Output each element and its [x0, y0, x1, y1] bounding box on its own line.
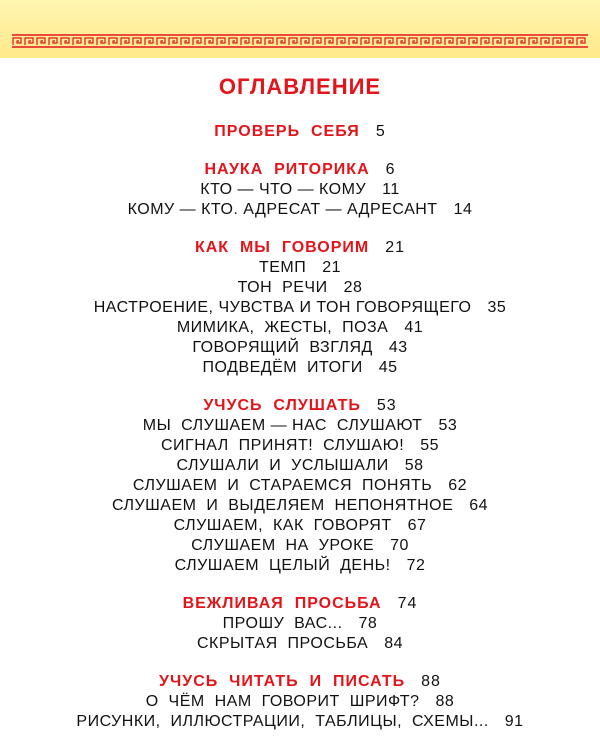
- toc-entry-title: КТО — ЧТО — КОМУ: [200, 181, 367, 198]
- toc-entry-page: 21: [322, 259, 342, 276]
- toc-entry[interactable]: [0, 318, 600, 338]
- toc-entry[interactable]: [0, 456, 600, 476]
- meander-unit: [241, 38, 249, 45]
- toc-entry[interactable]: [0, 496, 600, 516]
- section-heading-page: 5: [375, 123, 386, 140]
- meander-unit: [265, 38, 273, 45]
- toc-entry-page: 41: [404, 319, 424, 336]
- meander-unit: [517, 38, 525, 45]
- toc-entry[interactable]: [0, 516, 600, 536]
- toc-entry-title: ПОДВЕДЁМ ИТОГИ: [202, 359, 363, 376]
- meander-unit: [577, 38, 585, 45]
- toc-entry[interactable]: [0, 200, 600, 220]
- toc-entry-page: 43: [388, 339, 408, 356]
- meander-unit: [85, 38, 93, 45]
- toc-section: [0, 238, 600, 378]
- toc-entry-title: ПРОШУ ВАС...: [222, 615, 343, 632]
- toc-entry-page: 88: [435, 693, 455, 710]
- toc-entry-title: КОМУ — КТО. АДРЕСАТ — АДРЕСАНТ: [127, 201, 438, 218]
- toc-entry[interactable]: [0, 258, 600, 278]
- toc-section: [0, 672, 600, 732]
- toc-entry-title: СЛУШАЕМ И СТАРАЕМСЯ ПОНЯТЬ: [132, 477, 433, 494]
- section-heading-page: 88: [421, 673, 441, 690]
- toc-entry-page: 28: [343, 279, 363, 296]
- meander-unit: [217, 38, 225, 45]
- toc-section: [0, 160, 600, 220]
- meander-unit: [349, 38, 357, 45]
- toc-entry-page: 70: [390, 537, 409, 554]
- meander-unit: [373, 38, 381, 45]
- toc-title: ОГЛАВЛЕНИЕ: [218, 74, 382, 99]
- meander-unit: [445, 38, 453, 45]
- meander-unit: [133, 38, 141, 45]
- toc-entry[interactable]: [0, 692, 600, 712]
- meander-unit: [529, 38, 537, 45]
- section-heading-title: УЧУСЬ СЛУШАТЬ: [203, 397, 361, 414]
- toc-entry[interactable]: [0, 634, 600, 654]
- meander-unit: [97, 38, 105, 45]
- section-heading[interactable]: [0, 160, 600, 180]
- toc-entry-page: 55: [420, 437, 439, 454]
- section-heading-title: УЧУСЬ ЧИТАТЬ И ПИСАТЬ: [159, 673, 406, 690]
- toc-entry-title: СЛУШАЕМ ЦЕЛЫЙ ДЕНЬ!: [174, 557, 391, 574]
- meander-unit: [289, 38, 297, 45]
- meander-unit: [421, 38, 429, 45]
- toc-section: [0, 594, 600, 654]
- meander-unit: [37, 38, 45, 45]
- meander-unit: [157, 38, 165, 45]
- meander-unit: [121, 38, 129, 45]
- toc-entry-title: СКРЫТАЯ ПРОСЬБА: [196, 635, 369, 652]
- meander-unit: [193, 38, 201, 45]
- meander-unit: [553, 38, 561, 45]
- meander-unit: [181, 38, 189, 45]
- section-heading[interactable]: [0, 672, 600, 692]
- toc-entry-title: СЛУШАЕМ НА УРОКЕ: [191, 537, 375, 554]
- toc-entry-title: СЛУШАЕМ, КАК ГОВОРЯТ: [173, 517, 392, 534]
- toc-entry-page: 84: [384, 635, 403, 652]
- meander-unit: [457, 38, 465, 45]
- toc-entry[interactable]: [0, 614, 600, 634]
- toc-entry-title: МЫ СЛУШАЕМ — НАС СЛУШАЮТ: [142, 417, 423, 434]
- meander-unit: [277, 38, 285, 45]
- section-heading[interactable]: [0, 396, 600, 416]
- greek-key-border: [12, 34, 588, 48]
- toc-entry-page: 11: [382, 181, 400, 198]
- meander-unit: [205, 38, 213, 45]
- toc-entry-title: СЛУШАЛИ И УСЛЫШАЛИ: [176, 457, 389, 474]
- meander-unit: [253, 38, 261, 45]
- toc-entry-page: 45: [378, 359, 398, 376]
- meander-unit: [397, 38, 405, 45]
- section-heading-title: ВЕЖЛИВАЯ ПРОСЬБА: [182, 595, 382, 612]
- toc-entry[interactable]: [0, 180, 600, 200]
- meander-unit: [13, 38, 21, 45]
- toc-entry-title: СЛУШАЕМ И ВЫДЕЛЯЕМ НЕПОНЯТНОЕ: [111, 497, 454, 514]
- meander-unit: [385, 38, 393, 45]
- toc-entry-page: 62: [448, 477, 468, 494]
- meander-unit: [169, 38, 177, 45]
- toc-sections: [0, 122, 600, 732]
- section-heading-title: КАК МЫ ГОВОРИМ: [194, 239, 370, 256]
- meander-unit: [325, 38, 333, 45]
- section-heading-page: 74: [397, 595, 418, 612]
- toc-entry[interactable]: [0, 358, 600, 378]
- section-heading[interactable]: [0, 238, 600, 258]
- toc-entry-title: ТЕМП: [258, 259, 307, 276]
- toc-entry[interactable]: [0, 712, 600, 732]
- toc-entry-title: РИСУНКИ, ИЛЛЮСТРАЦИИ, ТАБЛИЦЫ, СХЕМЫ...: [76, 713, 489, 730]
- toc-entry-page: 35: [487, 299, 507, 316]
- section-heading[interactable]: [0, 594, 600, 614]
- toc-entry-page: 14: [453, 201, 473, 218]
- table-of-contents: [0, 64, 600, 732]
- meander-unit: [61, 38, 69, 45]
- toc-entry[interactable]: [0, 416, 600, 436]
- meander-unit: [229, 38, 237, 45]
- meander-unit: [481, 38, 489, 45]
- toc-section: [0, 122, 600, 142]
- meander-unit: [145, 38, 153, 45]
- toc-entry[interactable]: [0, 556, 600, 576]
- toc-entry-page: 58: [404, 457, 424, 474]
- section-heading[interactable]: [0, 122, 600, 142]
- meander-unit: [493, 38, 501, 45]
- toc-entry-title: СИГНАЛ ПРИНЯТ! СЛУШАЮ!: [160, 437, 405, 454]
- section-heading-title: НАУКА РИТОРИКА: [204, 161, 370, 178]
- meander-unit: [109, 38, 117, 45]
- toc-entry-page: 91: [504, 713, 524, 730]
- toc-entry[interactable]: [0, 298, 600, 318]
- meander-unit: [505, 38, 513, 45]
- section-heading-title: ПРОВЕРЬ СЕБЯ: [214, 123, 360, 140]
- meander-unit: [433, 38, 441, 45]
- meander-unit: [25, 38, 33, 45]
- toc-entry[interactable]: [0, 278, 600, 298]
- toc-entry-page: 53: [438, 417, 458, 434]
- toc-section: [0, 396, 600, 576]
- meander-unit: [409, 38, 417, 45]
- meander-unit: [541, 38, 549, 45]
- meander-unit: [49, 38, 57, 45]
- meander-unit: [361, 38, 369, 45]
- toc-entry-title: МИМИКА, ЖЕСТЫ, ПОЗА: [176, 319, 389, 336]
- section-heading-page: 6: [385, 161, 396, 178]
- toc-entry-page: 72: [406, 557, 426, 574]
- toc-entry-title: ГОВОРЯЩИЙ ВЗГЛЯД: [192, 339, 373, 356]
- toc-entry-title: ТОН РЕЧИ: [237, 279, 328, 296]
- meander-unit: [73, 38, 81, 45]
- toc-entry-page: 64: [469, 497, 489, 514]
- meander-unit: [565, 38, 573, 45]
- toc-entry-title: НАСТРОЕНИЕ, ЧУВСТВА И ТОН ГОВОРЯЩЕГО: [93, 299, 472, 316]
- meander-unit: [469, 38, 477, 45]
- section-heading-page: 53: [376, 397, 397, 414]
- meander-unit: [337, 38, 345, 45]
- toc-entry-title: О ЧЁМ НАМ ГОВОРИТ ШРИФТ?: [145, 693, 420, 710]
- meander-unit: [301, 38, 309, 45]
- toc-entry[interactable]: [0, 476, 600, 496]
- toc-entry[interactable]: [0, 436, 600, 456]
- toc-entry-page: 78: [358, 615, 378, 632]
- toc-entry-page: 67: [407, 517, 427, 534]
- header-band: [0, 0, 600, 58]
- toc-entry[interactable]: [0, 536, 600, 556]
- section-heading-page: 21: [385, 239, 406, 256]
- toc-entry[interactable]: [0, 338, 600, 358]
- meander-unit: [313, 38, 321, 45]
